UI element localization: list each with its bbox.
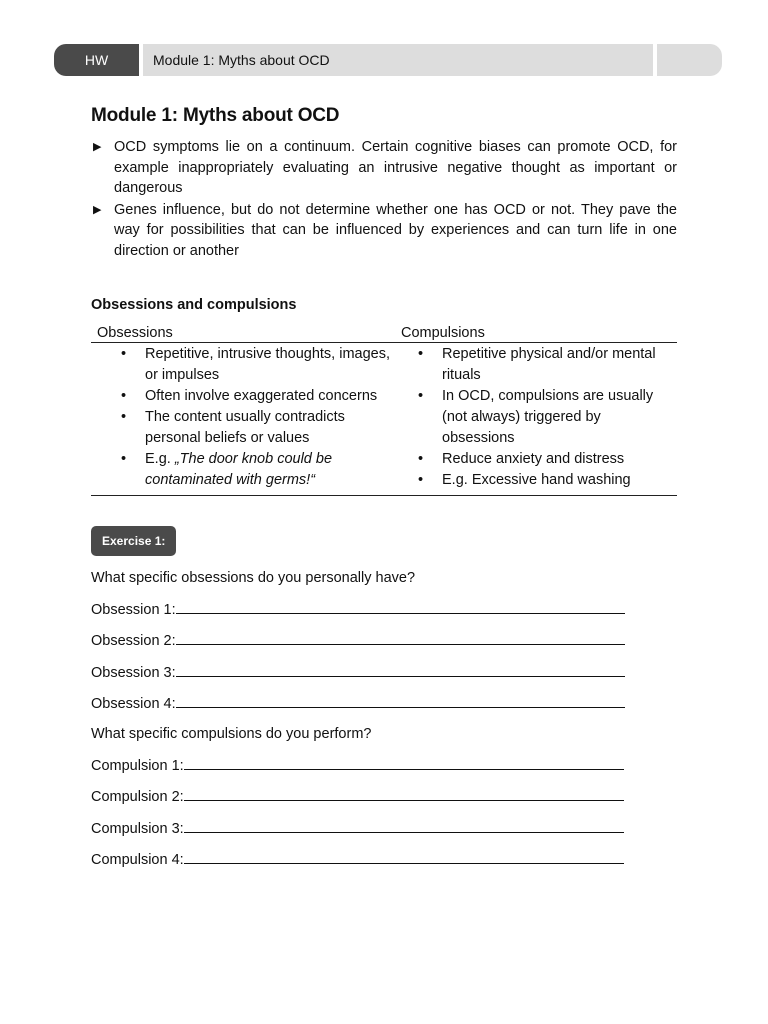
bullet-dot-icon: • [418, 346, 424, 362]
bullet-dot-icon: • [418, 451, 424, 467]
myth-list [91, 137, 677, 261]
triangle-bullet-icon: ▶ [93, 141, 102, 153]
list-item [395, 344, 677, 386]
bullet-dot-icon: • [121, 388, 127, 404]
field-label: Obsession 4: [91, 696, 176, 712]
answer-blank[interactable] [184, 849, 624, 864]
obsessions-list [91, 344, 395, 491]
compulsions-question: What specific compulsions do you perform? [91, 726, 372, 742]
obsessions-column-header: Obsessions [91, 321, 395, 343]
field-label: Obsession 3: [91, 664, 176, 681]
header-title: Module 1: Myths about OCD [143, 44, 653, 76]
compulsion-field[interactable] [91, 786, 677, 807]
bullet-dot-icon: • [121, 409, 127, 425]
compulsions-list [395, 344, 677, 491]
list-item-text: The content usually contradicts personal beliefs or values [145, 409, 345, 446]
obsession-field[interactable] [91, 630, 677, 651]
answer-blank[interactable] [184, 786, 624, 801]
example-prefix: E.g. [145, 451, 175, 467]
header-bar [54, 44, 722, 76]
bullet-dot-icon: • [418, 472, 424, 488]
answer-blank[interactable] [176, 630, 625, 645]
answer-blank[interactable] [176, 693, 625, 708]
obsessions-cell [91, 343, 395, 496]
compulsions-column-header: Compulsions [395, 321, 677, 343]
list-item-text: Often involve exaggerated concerns [145, 388, 378, 404]
field-label: Obsession 1: [91, 601, 176, 618]
page-content [91, 100, 677, 870]
list-item [395, 386, 677, 449]
field-label: Obsession 2: [91, 633, 176, 649]
list-item-text: E.g. Excessive hand washing [442, 472, 631, 488]
page-title: Module 1: Myths about OCD [91, 105, 340, 126]
myth-item [91, 137, 677, 199]
myth-item [91, 200, 677, 262]
answer-blank[interactable] [176, 599, 625, 614]
field-label: Compulsion 4: [91, 852, 184, 868]
list-item [91, 407, 395, 449]
answer-blank[interactable] [184, 755, 624, 770]
hw-tab: HW [54, 44, 139, 76]
obsession-field[interactable] [91, 599, 677, 620]
list-item [91, 344, 395, 386]
list-item-text: Repetitive physical and/or mental rituals [442, 346, 656, 383]
section-heading: Obsessions and compulsions [91, 297, 297, 313]
list-item-text: Repetitive, intrusive thoughts, images, or impulses [145, 346, 391, 383]
bullet-dot-icon: • [121, 346, 127, 362]
list-item-text: Reduce anxiety and distress [442, 451, 625, 467]
compulsion-field[interactable] [91, 755, 677, 776]
bullet-dot-icon: • [418, 388, 424, 404]
compulsion-field[interactable] [91, 818, 677, 839]
answer-blank[interactable] [176, 662, 625, 677]
answer-blank[interactable] [184, 818, 624, 833]
list-item [395, 449, 677, 470]
field-label: Compulsion 2: [91, 789, 184, 805]
myth-text: Genes influence, but do not determine whether one has OCD or not. They pave the way for possibilities that can be influenced by experiences and can turn life in one direction or another [114, 201, 677, 259]
exercise-badge: Exercise 1: [91, 526, 176, 556]
example-quote: „The door knob could be contaminated with germs!“ [145, 451, 333, 488]
obsession-field[interactable] [91, 662, 677, 683]
obsessions-compulsions-table [91, 321, 677, 496]
compulsions-cell [395, 343, 677, 496]
triangle-bullet-icon: ▶ [93, 203, 102, 216]
list-item [91, 386, 395, 407]
field-label: Compulsion 1: [91, 757, 184, 774]
compulsion-field[interactable] [91, 849, 677, 870]
list-item [395, 470, 677, 491]
obsessions-question: What specific obsessions do you personally have? [91, 570, 416, 586]
field-label: Compulsion 3: [91, 820, 184, 837]
myth-text: OCD symptoms lie on a continuum. Certain cognitive biases can promote OCD, for example inappropriately evaluating an intrusive negative thought as important or dangerous [114, 139, 677, 196]
bullet-dot-icon: • [121, 451, 127, 467]
list-item-text: In OCD, compulsions are usually (not always) triggered by obsessions [442, 388, 654, 446]
obsession-field[interactable] [91, 693, 677, 714]
header-end-block [657, 44, 722, 76]
list-item [91, 449, 395, 491]
